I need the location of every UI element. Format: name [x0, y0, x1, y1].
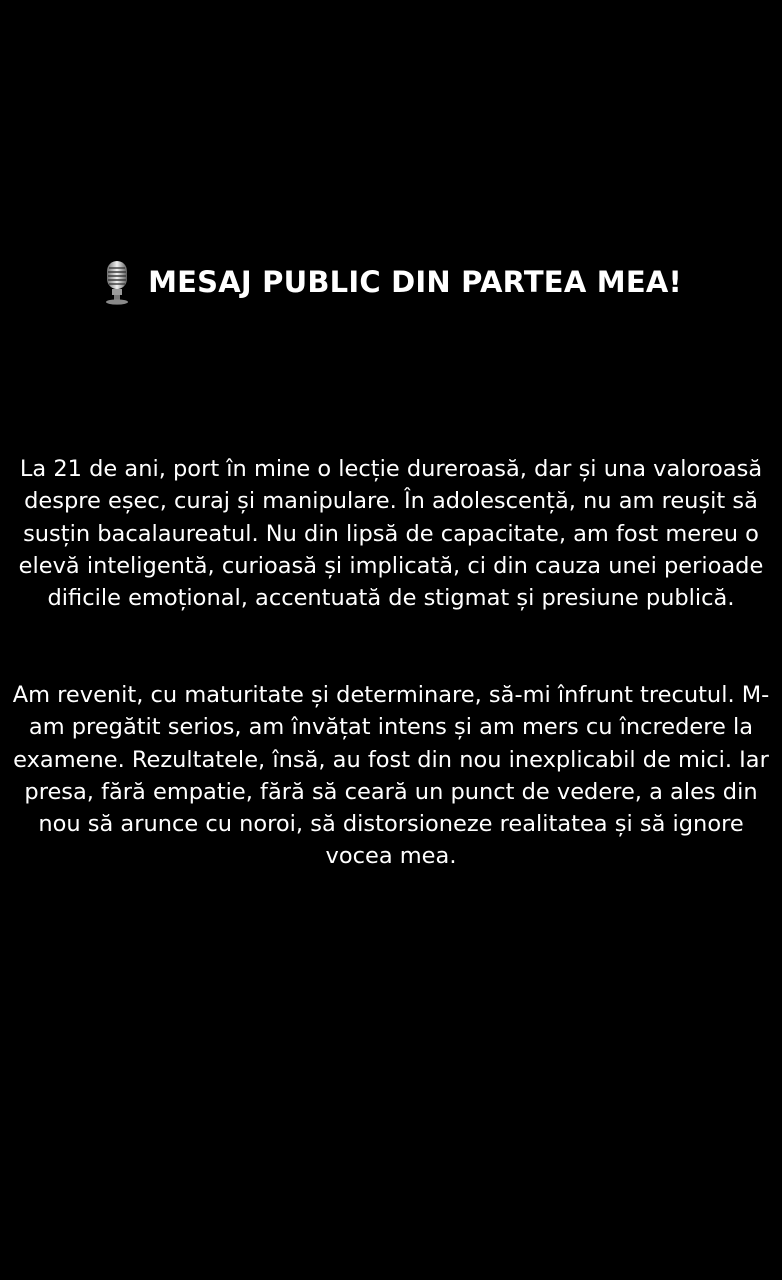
message-paragraph-1: La 21 de ani, port în mine o lecție dureroasă, dar și una valoroasă despre eșec, curaj și manipulare. În adolescență, nu am reușit să susțin bacalaureatul. Nu din lipsă de capacitate, am fost mereu o elevă inteligentă, curioasă și implicată, ci din cauza unei perioade dificile emoțional, accentuată de stigmat și presiune publică.	[18, 456, 764, 612]
headline-title: MESAJ PUBLIC DIN PARTEA MEA!	[148, 265, 682, 299]
message-paragraph-2: Am revenit, cu maturitate și determinare, să-mi înfrunt trecutul. M-am pregătit serios, am învățat intens și am mers cu încredere la examene. Rezultatele, însă, au fost din nou inexplicabil de mici. Iar presa, fără empatie, fără să ceară un punct de vedere, a ales din nou să arunce cu noroi, să distorsioneze realitatea și să ignore vocea mea.	[12, 682, 770, 870]
microphone-icon	[100, 259, 134, 305]
headline	[0, 256, 782, 308]
